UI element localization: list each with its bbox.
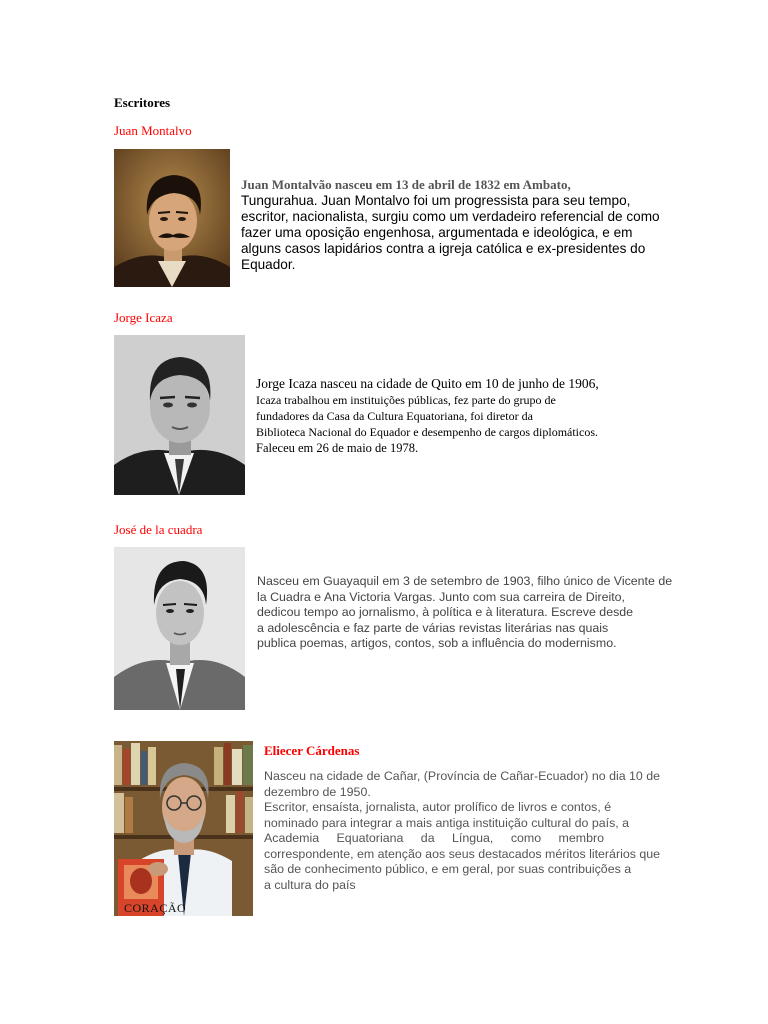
page-title: Escritores [114, 95, 171, 110]
writer-name-cardenas: Eliecer Cárdenas [264, 743, 360, 758]
portrait-cardenas [114, 741, 253, 916]
book-cover-title: CORAÇÃO [124, 901, 187, 915]
bio-lead-montalvo: Juan Montalvão nasceu em 13 de abril de 1832 em Ambato, [241, 177, 571, 192]
writer-name-icaza: Jorge Icaza [114, 310, 173, 325]
writer-name-montalvo: Juan Montalvo [114, 123, 192, 138]
portrait-cuadra [114, 547, 245, 710]
bio-cardenas: Nasceu na cidade de Cañar, (Província de Cañar-Ecuador) no dia 10 de dezembro de 1950. Escritor, ensaísta, jornalista, autor prolífico de livros e contos, é nominado para integrar a mais antiga instituição cultural do país, a Academia Equatoriana da Língua, como membro correspondente, em atenção aos seus destacados méritos literários que são de conhecimento público, e em geral, por suas contribuições a a cultura do país [264, 769, 661, 892]
portrait-montalvo [114, 149, 230, 287]
bio-icaza: Jorge Icaza nasceu na cidade de Quito em 10 de junho de 1906, Icaza trabalhou em instituições públicas, fez parte do grupo de fundadores da Casa da Cultura Equatoriana, foi diretor da Biblioteca Nacional do Equador e desempenho de cargos diplomáticos. Faleceu em 26 de maio de 1978. [256, 376, 599, 455]
bio-montalvo: Juan Montalvão nasceu em 13 de abril de 1832 em Ambato, Tungurahua. Juan Montalvo foi um progressista para seu tempo, escritor, nacionalista, surgiu como um verdadeiro referencial de como fazer uma oposição engenhosa, argumentada e ideológica, e em alguns casos lapidários contra a igreja católica e ex-presidentes do Equador. [241, 177, 660, 272]
portrait-icaza [114, 335, 245, 495]
bio-cuadra: Nasceu em Guayaquil em 3 de setembro de 1903, filho único de Vicente de la Cuadra e Ana Victoria Vargas. Junto com sua carreira de Direito, dedicou tempo ao jornalismo, à política e à literatura. Escreve desde a adolescência e faz parte de várias revistas literárias nas quais publica poemas, artigos, contos, sob a influência do modernismo. [257, 574, 673, 650]
writer-name-cuadra: José de la cuadra [114, 522, 203, 537]
